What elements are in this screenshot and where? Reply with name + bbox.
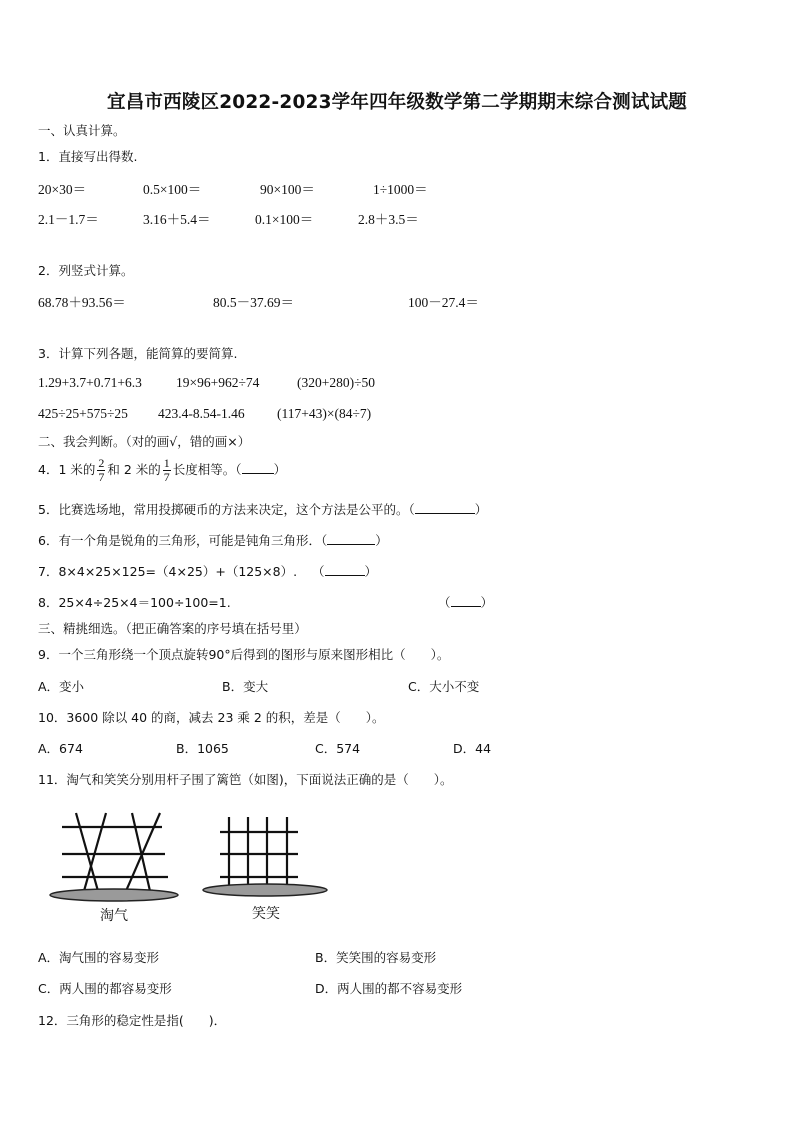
fraction-denominator: 7	[98, 470, 105, 484]
q11-option-a[interactable]: A．淘气围的容易变形	[38, 950, 160, 965]
q10-option-d[interactable]: D．44	[453, 741, 492, 756]
q5-end: ）	[474, 502, 488, 517]
q3-item: 1.29+3.7+0.71+6.3	[38, 375, 142, 390]
q3-item: 423.4-8.54-1.46	[158, 406, 245, 421]
answer-blank[interactable]	[242, 461, 274, 474]
q1-item: 1÷1000＝	[373, 182, 428, 197]
answer-blank[interactable]	[415, 501, 475, 514]
xiaoxiao-fence	[220, 817, 298, 889]
q4-suffix: 长度相等。（	[172, 462, 242, 477]
q11-option-d[interactable]: D．两人围的都不容易变形	[315, 981, 463, 996]
q6-text: 6．有一个角是锐角的三角形，可能是钝角三角形．（	[38, 533, 328, 548]
q11-option-b[interactable]: B．笑笑围的容易变形	[315, 950, 437, 965]
q4-line	[38, 455, 286, 485]
q9-text: 9．一个三角形绕一个顶点旋转90°后得到的图形与原来图形相比（ ）。	[38, 647, 450, 662]
q3-item: (117+43)×(84÷7)	[277, 406, 372, 421]
q8-open: （	[438, 595, 451, 610]
q5-text: 5．比赛选场地，常用投掷硬币的方法来决定，这个方法是公平的。（	[38, 502, 415, 517]
q4-mid: 和 2 米的	[107, 462, 161, 477]
q1-label: 1．直接写出得数.	[38, 149, 138, 164]
taoqi-label: 淘气	[100, 908, 128, 924]
q9-option-b[interactable]: B．变大	[222, 679, 269, 694]
q8-end: ）	[480, 595, 494, 610]
page-title: 宜昌市西陵区2022-2023学年四年级数学第二学期期末综合测试试题	[107, 92, 687, 113]
q8-answer	[438, 593, 493, 611]
q7-text: 7．8×4×25×125=（4×25）+（125×8）.	[38, 564, 298, 579]
q3-item: (320+280)÷50	[297, 375, 376, 390]
q11-text: 11．淘气和笑笑分别用杆子围了篱笆（如图)，下面说法正确的是（ ）。	[38, 772, 453, 787]
q1-item: 20×30＝	[38, 182, 87, 197]
q1-item: 2.1－1.7＝	[38, 212, 99, 227]
q1-item: 2.8＋3.5＝	[358, 212, 419, 227]
xiaoxiao-label: 笑笑	[252, 906, 280, 922]
ground-shadow	[50, 889, 178, 901]
q3-item: 19×96+962÷74	[176, 375, 260, 390]
section-2-heading: 二、我会判断。（对的画√，错的画×）	[38, 434, 251, 449]
section-3-heading: 三、精挑细选。（把正确答案的序号填在括号里）	[38, 621, 307, 636]
q7-end: ）	[364, 564, 378, 579]
q1-item: 0.1×100＝	[255, 212, 314, 227]
q9-option-c[interactable]: C．大小不变	[408, 679, 480, 694]
fraction-1-7	[163, 457, 171, 484]
q8-text: 8．25×4÷25×4＝100÷100=1.	[38, 595, 231, 610]
ground-shadow	[203, 884, 327, 896]
q2-item: 100－27.4＝	[408, 295, 479, 310]
q6-line	[38, 531, 388, 549]
fraction-numerator: 1	[163, 456, 170, 470]
q9-option-a[interactable]: A．变小	[38, 679, 85, 694]
q1-item: 3.16＋5.4＝	[143, 212, 211, 227]
q2-label: 2．列竖式计算。	[38, 263, 134, 278]
q11-option-c[interactable]: C．两人围的都容易变形	[38, 981, 172, 996]
q1-item: 90×100＝	[260, 182, 315, 197]
q3-label: 3．计算下列各题，能简算的要简算.	[38, 346, 238, 361]
fraction-denominator: 7	[163, 470, 170, 484]
q6-end: ）	[375, 533, 388, 548]
q12-text: 12．三角形的稳定性是指( )．	[38, 1013, 227, 1028]
q10-option-c[interactable]: C．574	[315, 741, 361, 756]
q2-item: 80.5－37.69＝	[213, 295, 294, 310]
q7-open: （	[312, 564, 325, 579]
q7-answer	[312, 562, 377, 580]
fraction-2-7	[97, 457, 105, 484]
q4-prefix: 4．1 米的	[38, 462, 96, 477]
q10-option-b[interactable]: B．1065	[176, 741, 229, 756]
q2-item: 68.78＋93.56＝	[38, 295, 126, 310]
q10-option-a[interactable]: A．674	[38, 741, 83, 756]
fence-figure	[40, 805, 340, 933]
answer-blank[interactable]	[325, 563, 365, 576]
fraction-numerator: 2	[98, 456, 105, 470]
q10-text: 10．3600 除以 40 的商，减去 23 乘 2 的积，差是（ ）。	[38, 710, 385, 725]
q1-item: 0.5×100＝	[143, 182, 202, 197]
taoqi-fence	[62, 813, 168, 891]
q5-line	[38, 500, 487, 518]
q4-end: ）	[273, 462, 287, 477]
answer-blank[interactable]	[451, 594, 481, 607]
section-1-heading: 一、认真计算。	[38, 123, 126, 138]
answer-blank[interactable]	[327, 532, 375, 545]
q3-item: 425÷25+575÷25	[38, 406, 128, 421]
